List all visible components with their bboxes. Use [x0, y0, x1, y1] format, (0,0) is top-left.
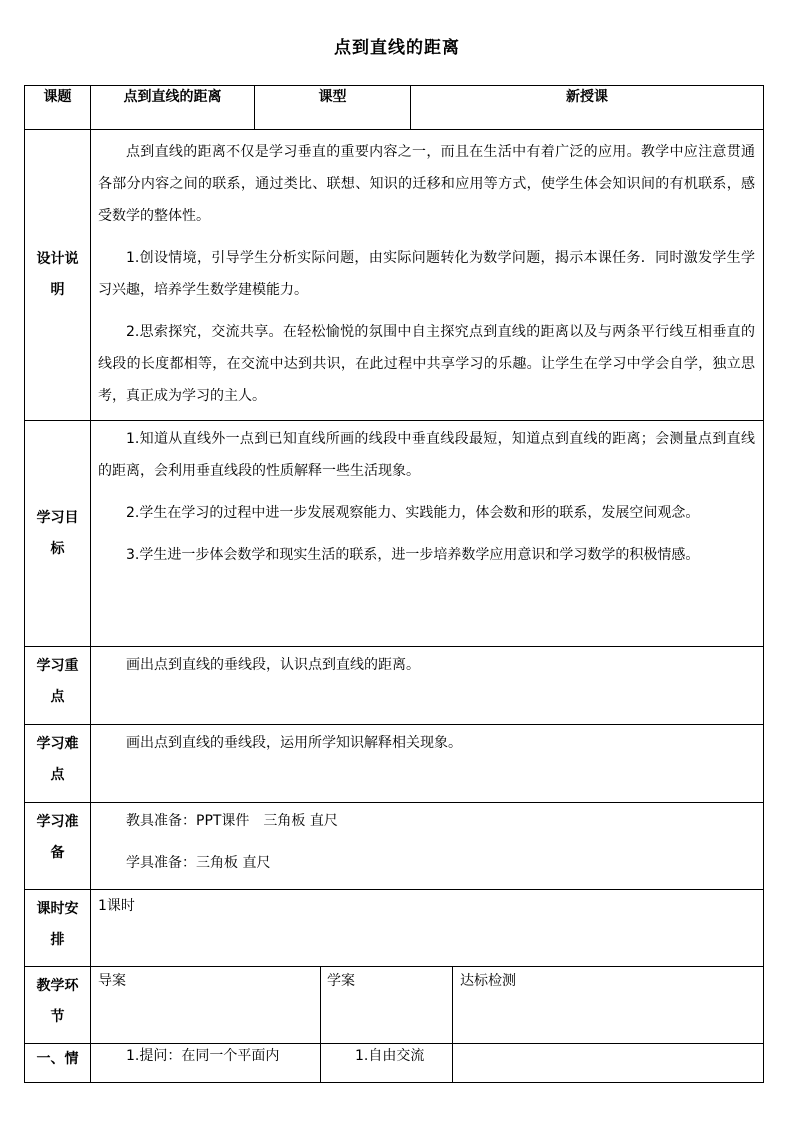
step1-guide: 1.提问：在同一个平面内	[91, 1044, 321, 1083]
design-row	[25, 130, 764, 421]
teacher-prep: 教具准备：PPT课件 三角板 直尺	[126, 813, 338, 829]
schedule-content	[91, 890, 764, 967]
student-prep: 学具准备：三角板 直尺	[126, 855, 271, 871]
design-paragraph: 1.创设情境，引导学生分析实际问题，由实际问题转化为数学问题，揭示本课任务．同时激发学生学习兴趣，培养学生数学建模能力。	[98, 250, 755, 298]
difficulty-row	[25, 725, 764, 803]
step1-study: 1.自由交流	[321, 1044, 453, 1083]
type-label: 课型	[255, 86, 411, 130]
step1-label: 一、情	[25, 1044, 91, 1083]
design-label: 设计说明	[25, 130, 91, 421]
process-label: 教学环节	[25, 967, 91, 1044]
topic-label: 课题	[25, 86, 91, 130]
type-value: 新授课	[411, 86, 764, 130]
topic-value: 点到直线的距离	[91, 86, 255, 130]
lesson-plan-table	[24, 85, 764, 1083]
design-paragraph: 2.思索探究，交流共享。在轻松愉悦的氛围中自主探究点到直线的距离以及与两条平行线互相垂直的线段的长度都相等，在交流中达到共识，在此过程中共享学习的乐趣。让学生在学习中学会自学，独立思考，真正成为学习的主人。	[98, 324, 755, 404]
col-guide: 导案	[91, 967, 321, 1044]
page-title: 点到直线的距离	[334, 38, 460, 58]
header-row	[25, 86, 764, 130]
key-text: 画出点到直线的垂线段，认识点到直线的距离。	[126, 657, 420, 673]
schedule-row	[25, 890, 764, 967]
goal-paragraph: 3.学生进一步体会数学和现实生活的联系，进一步培养数学应用意识和学习数学的积极情感。	[126, 547, 700, 563]
key-row	[25, 647, 764, 725]
difficulty-content	[91, 725, 764, 803]
design-paragraph: 点到直线的距离不仅是学习垂直的重要内容之一，而且在生活中有着广泛的应用。教学中应注意贯通各部分内容之间的联系，通过类比、联想、知识的迁移和应用等方式，使学生体会知识间的有机联系，感受数学的整体性。	[98, 144, 755, 224]
difficulty-label: 学习难点	[25, 725, 91, 803]
step1-row	[25, 1044, 764, 1083]
schedule-label: 课时安排	[25, 890, 91, 967]
schedule-text: 1课时	[98, 898, 135, 914]
key-label: 学习重点	[25, 647, 91, 725]
col-study: 学案	[321, 967, 453, 1044]
prep-content	[91, 803, 764, 890]
goal-paragraph: 1.知道从直线外一点到已知直线所画的线段中垂直线段最短，知道点到直线的距离；会测量点到直线的距离，会利用垂直线段的性质解释一些生活现象。	[98, 431, 755, 479]
goal-paragraph: 2.学生在学习的过程中进一步发展观察能力、实践能力，体会数和形的联系，发展空间观念。	[126, 505, 700, 521]
col-check: 达标检测	[453, 967, 764, 1044]
prep-label: 学习准备	[25, 803, 91, 890]
goals-content	[91, 421, 764, 647]
design-content	[91, 130, 764, 421]
goals-row	[25, 421, 764, 647]
difficulty-text: 画出点到直线的垂线段，运用所学知识解释相关现象。	[126, 735, 462, 751]
key-content	[91, 647, 764, 725]
step1-check	[453, 1044, 764, 1083]
prep-row	[25, 803, 764, 890]
process-header-row	[25, 967, 764, 1044]
goals-label: 学习目标	[25, 421, 91, 647]
